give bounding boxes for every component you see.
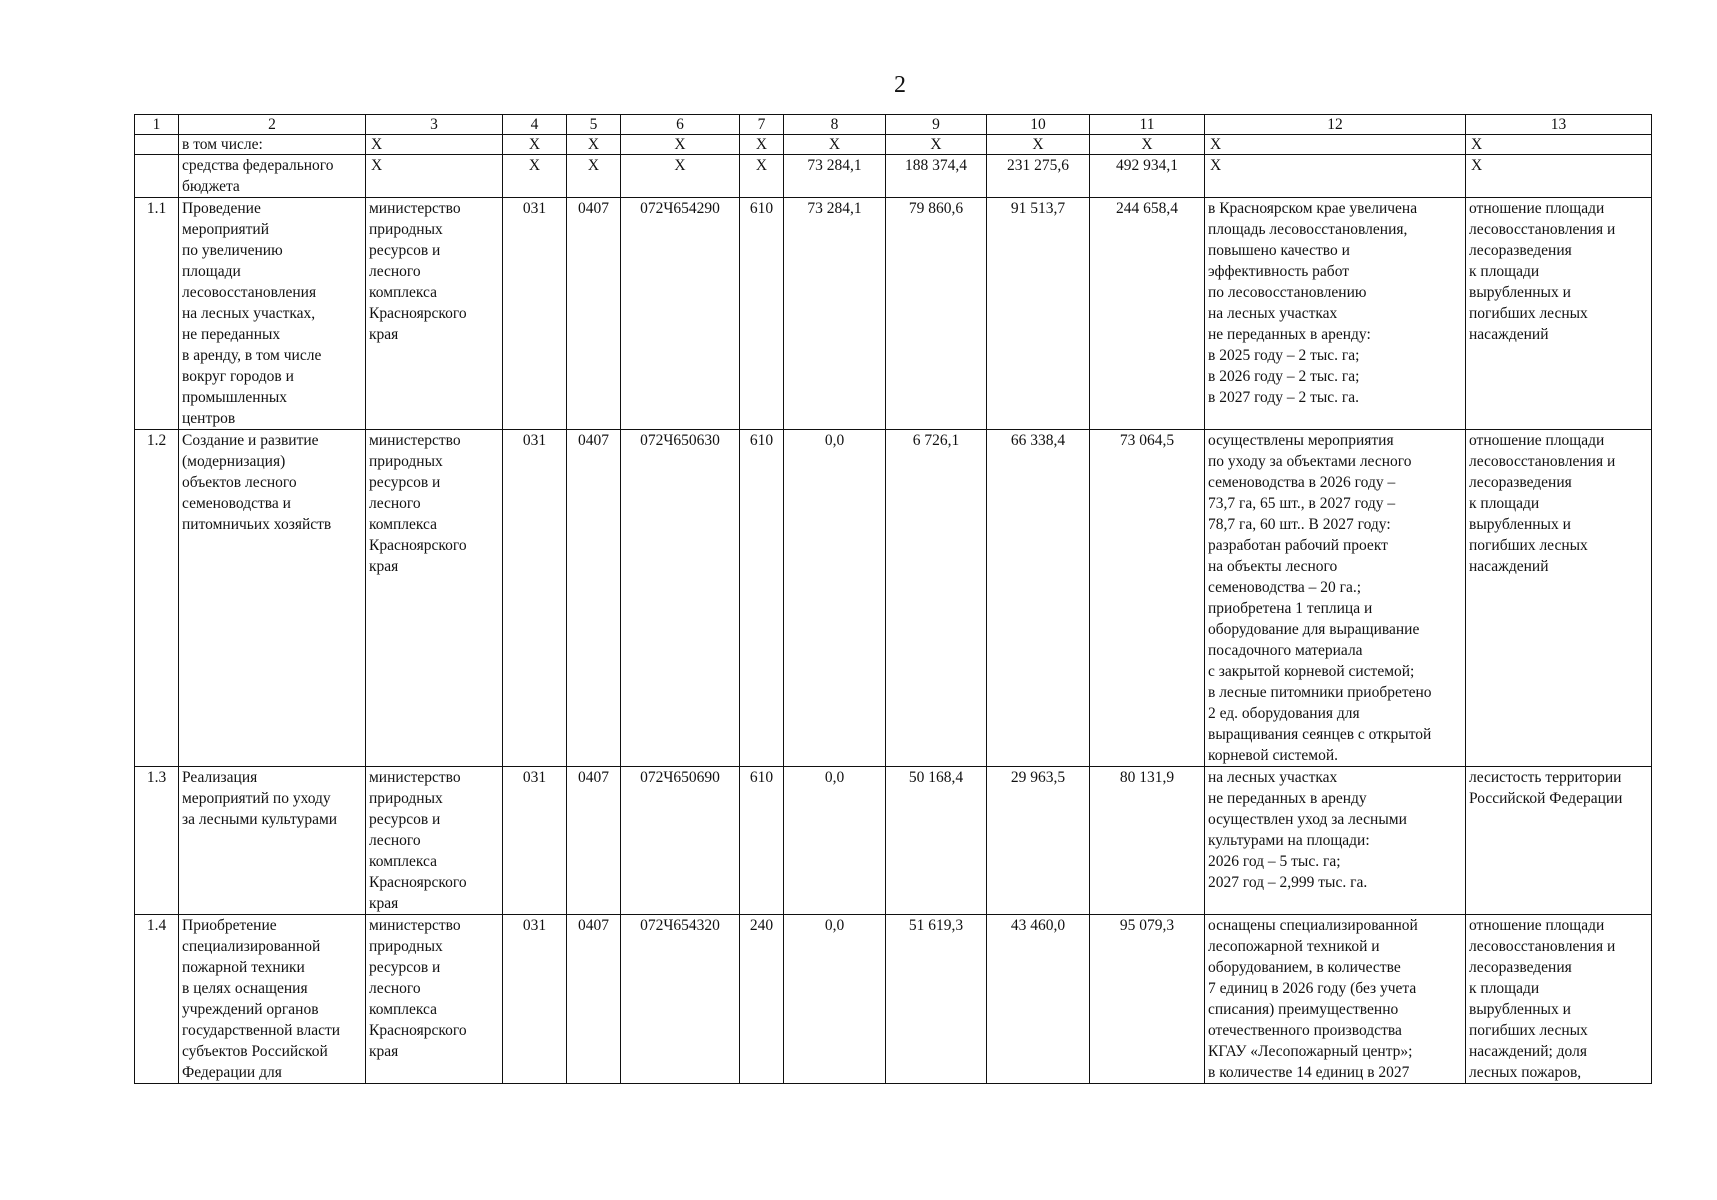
expected-result: в Красноярском крае увеличена площадь лесовосстановления, повышено качество и эффективность работ по лесовосстановлению на лесных участках не переданных в аренду: в 2025 году – 2 тыс. га; в 2026 году – 2 тыс. га; в 2027 году – 2 тыс. га. — [1205, 198, 1466, 430]
code-cell: 0407 — [567, 915, 621, 1084]
amount-cell: 0,0 — [784, 430, 886, 767]
column-number: 5 — [567, 115, 621, 135]
row-number: 1.1 — [135, 198, 179, 430]
executor: министерство природных ресурсов и лесного комплекса Красноярского края — [366, 767, 503, 915]
cell: X — [567, 135, 621, 155]
executor: министерство природных ресурсов и лесного комплекса Красноярского края — [366, 915, 503, 1084]
amount-cell: 244 658,4 — [1090, 198, 1205, 430]
page-number: 2 — [894, 72, 906, 98]
amount-cell: 73 284,1 — [784, 198, 886, 430]
code-cell: 610 — [740, 198, 784, 430]
cell: X — [784, 135, 886, 155]
row-number: 1.2 — [135, 430, 179, 767]
row-label: средства федерального бюджета — [179, 155, 366, 198]
table-row — [135, 198, 1652, 430]
table-row — [135, 915, 1652, 1084]
code-cell: 610 — [740, 430, 784, 767]
cell: X — [621, 155, 740, 198]
cell: X — [1466, 155, 1652, 198]
amount-cell: 80 131,9 — [1090, 767, 1205, 915]
amount-cell: 188 374,4 — [886, 155, 987, 198]
expected-result: оснащены специализированной лесопожарной техникой и оборудованием, в количестве 7 единиц в 2026 году (без учета списания) преимущественно отечественного производства КГАУ «Лесопожарный центр»; в количестве 14 единиц в 2027 — [1205, 915, 1466, 1084]
cell: X — [886, 135, 987, 155]
executor: министерство природных ресурсов и лесного комплекса Красноярского края — [366, 198, 503, 430]
code-cell: 072Ч654290 — [621, 198, 740, 430]
code-cell: 610 — [740, 767, 784, 915]
cell: X — [987, 135, 1090, 155]
amount-cell: 43 460,0 — [987, 915, 1090, 1084]
expected-result: на лесных участках не переданных в аренду осуществлен уход за лесными культурами на площади: 2026 год – 5 тыс. га; 2027 год – 2,999 тыс. га. — [1205, 767, 1466, 915]
cell: X — [503, 135, 567, 155]
amount-cell: 79 860,6 — [886, 198, 987, 430]
code-cell: 031 — [503, 198, 567, 430]
cell: X — [1205, 135, 1466, 155]
cell: X — [1090, 135, 1205, 155]
amount-cell: 73 064,5 — [1090, 430, 1205, 767]
row-number: 1.3 — [135, 767, 179, 915]
column-number: 9 — [886, 115, 987, 135]
code-cell: 0407 — [567, 198, 621, 430]
indicator: лесистость территории Российской Федерации — [1466, 767, 1652, 915]
amount-cell: 231 275,6 — [987, 155, 1090, 198]
code-cell: 072Ч650630 — [621, 430, 740, 767]
cell: X — [1205, 155, 1466, 198]
amount-cell: 50 168,4 — [886, 767, 987, 915]
cell: X — [366, 135, 503, 155]
column-number: 11 — [1090, 115, 1205, 135]
row-number: 1.4 — [135, 915, 179, 1084]
activity-name: Проведение мероприятий по увеличению площади лесовосстановления на лесных участках, не переданных в аренду, в том числе вокруг городов и промышленных центров — [179, 198, 366, 430]
column-number: 3 — [366, 115, 503, 135]
column-number: 1 — [135, 115, 179, 135]
amount-cell: 51 619,3 — [886, 915, 987, 1084]
program-table — [134, 114, 1652, 1084]
cell: X — [366, 155, 503, 198]
cell: X — [567, 155, 621, 198]
indicator: отношение площади лесовосстановления и лесоразведения к площади вырубленных и погибших лесных насаждений — [1466, 198, 1652, 430]
code-cell: 031 — [503, 430, 567, 767]
executor: министерство природных ресурсов и лесного комплекса Красноярского края — [366, 430, 503, 767]
amount-cell: 66 338,4 — [987, 430, 1090, 767]
table-row — [135, 430, 1652, 767]
row-label: в том числе: — [179, 135, 366, 155]
code-cell: 072Ч654320 — [621, 915, 740, 1084]
indicator: отношение площади лесовосстановления и лесоразведения к площади вырубленных и погибших лесных насаждений — [1466, 430, 1652, 767]
code-cell: 0407 — [567, 430, 621, 767]
expected-result: осуществлены мероприятия по уходу за объектами лесного семеноводства в 2026 году – 73,7 га, 65 шт., в 2027 году – 78,7 га, 60 шт.. В 2027 году: разработан рабочий проект на объекты лесного семеноводства – 20 га.; приобретена 1 теплица и оборудование для выращивание посадочного материала с закрытой корневой системой; в лесные питомники приобретено 2 ед. оборудования для выращивания сеянцев с открытой корневой системой. — [1205, 430, 1466, 767]
amount-cell: 91 513,7 — [987, 198, 1090, 430]
amount-cell: 29 963,5 — [987, 767, 1090, 915]
amount-cell: 492 934,1 — [1090, 155, 1205, 198]
cell: X — [621, 135, 740, 155]
code-cell: 240 — [740, 915, 784, 1084]
column-number: 8 — [784, 115, 886, 135]
table-row-including — [135, 135, 1652, 155]
amount-cell: 73 284,1 — [784, 155, 886, 198]
amount-cell: 0,0 — [784, 767, 886, 915]
column-number: 7 — [740, 115, 784, 135]
column-number: 2 — [179, 115, 366, 135]
cell: X — [503, 155, 567, 198]
activity-name: Приобретение специализированной пожарной техники в целях оснащения учреждений органов государственной власти субъектов Российской Федерации для — [179, 915, 366, 1084]
column-number: 13 — [1466, 115, 1652, 135]
code-cell: 031 — [503, 915, 567, 1084]
column-number: 4 — [503, 115, 567, 135]
column-number: 10 — [987, 115, 1090, 135]
code-cell: 072Ч650690 — [621, 767, 740, 915]
code-cell: 031 — [503, 767, 567, 915]
table-row — [135, 767, 1652, 915]
amount-cell: 6 726,1 — [886, 430, 987, 767]
amount-cell: 95 079,3 — [1090, 915, 1205, 1084]
indicator: отношение площади лесовосстановления и лесоразведения к площади вырубленных и погибших лесных насаждений; доля лесных пожаров, — [1466, 915, 1652, 1084]
column-number: 6 — [621, 115, 740, 135]
column-number: 12 — [1205, 115, 1466, 135]
activity-name: Реализация мероприятий по уходу за лесными культурами — [179, 767, 366, 915]
cell: X — [1466, 135, 1652, 155]
cell: X — [740, 155, 784, 198]
amount-cell: 0,0 — [784, 915, 886, 1084]
code-cell: 0407 — [567, 767, 621, 915]
table-row-federal-budget — [135, 155, 1652, 198]
activity-name: Создание и развитие (модернизация) объектов лесного семеноводства и питомничьих хозяйств — [179, 430, 366, 767]
cell: X — [740, 135, 784, 155]
column-number-row — [135, 115, 1652, 135]
